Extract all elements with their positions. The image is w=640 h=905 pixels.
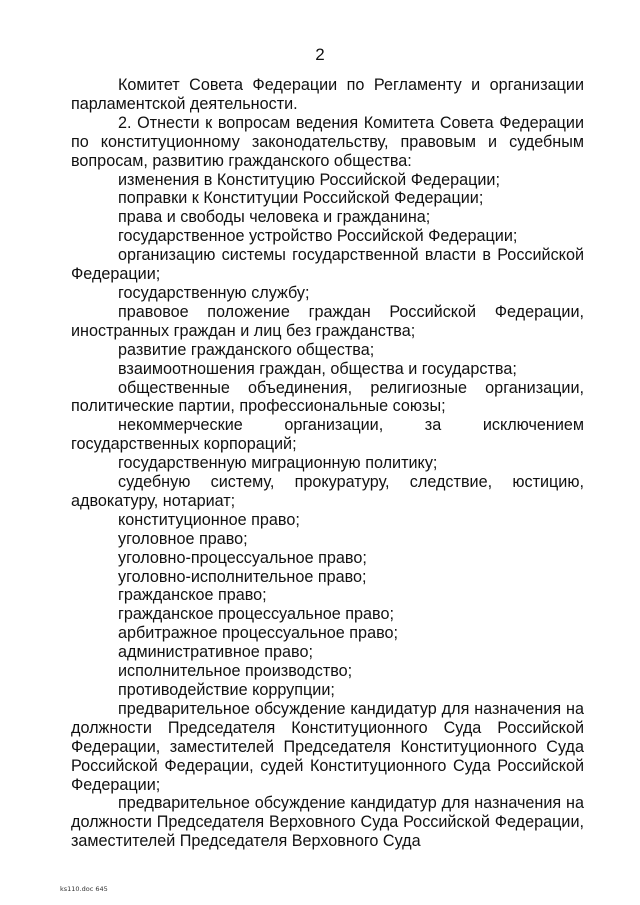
list-item: взаимоотношения граждан, общества и государства; [118, 359, 517, 378]
list-item: изменения в Конституцию Российской Федерации; [118, 170, 500, 189]
page-number: 2 [315, 45, 325, 64]
list-item: организацию системы государственной власти в Российской Федерации; [71, 246, 584, 284]
list-item: административное право; [118, 643, 313, 662]
list-item: развитие гражданского общества; [118, 340, 375, 359]
list-item: некоммерческие организации, за исключением государственных корпораций; [71, 416, 584, 454]
list-item: уголовно-исполнительное право; [118, 567, 367, 586]
paragraph-item-2: 2. Отнести к вопросам ведения Комитета Совета Федерации по конституционному законодательству, правовым и судебным вопросам, развитию гражданского общества: [71, 113, 584, 170]
list-item: общественные объединения, религиозные организации, политические партии, профессиональные союзы; [71, 378, 584, 416]
list-item: предварительное обсуждение кандидатур для назначения на должности Председателя Конституционного Суда Российской Федерации, заместителей Председателя Конституционного Суда Российской Федерации, судей Конституционного Суда Российской Федерации; [71, 699, 584, 794]
list-item: судебную систему, прокуратуру, следствие, юстицию, адвокатуру, нотариат; [71, 473, 584, 510]
list-item: конституционное право; [118, 510, 300, 529]
list-item: уголовное право; [118, 529, 248, 548]
list-item: исполнительное производство; [118, 662, 353, 681]
list-item: гражданское процессуальное право; [118, 605, 394, 624]
list-item: противодействие коррупции; [118, 681, 335, 699]
list-item: уголовно-процессуальное право; [118, 548, 367, 567]
list-item: государственную службу; [118, 283, 310, 302]
list-item: государственную миграционную политику; [118, 454, 438, 473]
list-item: предварительное обсуждение кандидатур для назначения на должности Председателя Верховного Суда Российской Федерации, заместителей Председателя Верховного Суда [71, 794, 584, 851]
list-item: поправки к Конституции Российской Федерации; [118, 189, 484, 208]
footer-file-code: ks110.doc 645 [60, 885, 108, 893]
paragraph-committee-name: Комитет Совета Федерации по Регламенту и организации парламентской деятельности. [71, 76, 584, 113]
list-item: гражданское право; [118, 586, 267, 605]
list-item: права и свободы человека и гражданина; [118, 208, 431, 227]
list-item: правовое положение граждан Российской Федерации, иностранных граждан и лиц без гражданства; [71, 302, 584, 340]
document-body [71, 76, 584, 851]
list-item: арбитражное процессуальное право; [118, 624, 398, 643]
list-item: государственное устройство Российской Федерации; [118, 227, 518, 246]
